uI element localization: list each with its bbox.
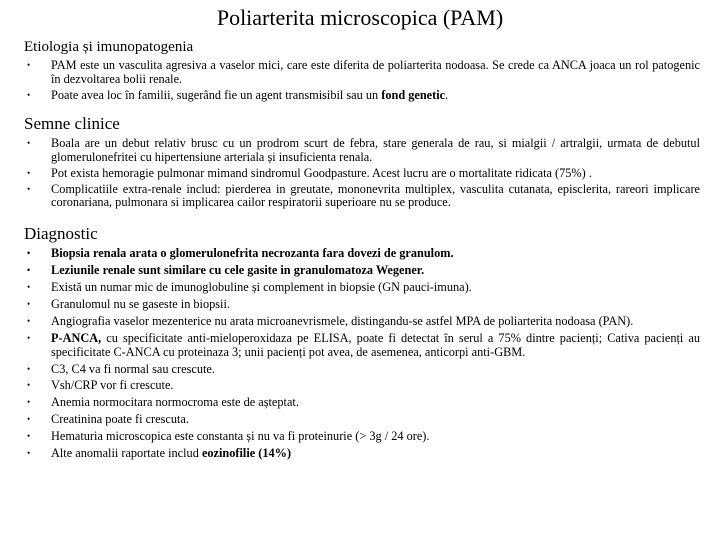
bullet-icon: • [27, 397, 31, 408]
list-item-text: Hematuria microscopica este constanta și nu va fi proteinurie (> 3g / 24 ore). [51, 429, 430, 444]
bullet-icon: • [27, 380, 31, 391]
bullet-list-semne-clinice [24, 137, 700, 210]
bullet-list-etiologia [24, 59, 700, 102]
bullet-icon: • [27, 298, 31, 309]
section-heading-diagnostic: Diagnostic [24, 224, 98, 243]
section-diagnostic [24, 224, 700, 464]
bullet-icon: • [27, 431, 31, 442]
section-semne-clinice [24, 114, 700, 212]
bullet-icon: • [27, 264, 31, 275]
list-item [24, 413, 700, 427]
list-item [24, 332, 700, 359]
list-item [24, 379, 700, 393]
list-item [24, 447, 700, 461]
list-item [24, 89, 700, 103]
list-item [24, 59, 700, 86]
list-item-text: Alte anomalii raportate includ [51, 446, 202, 461]
list-item [24, 363, 700, 377]
list-item-emphasis: eozinofilie (14%) [201, 446, 292, 461]
list-item-text: Biopsia renala arata o glomerulonefrita necrozanta fara dovezi de granulom. [51, 246, 454, 260]
bullet-icon: • [27, 363, 31, 374]
bullet-icon: • [27, 448, 31, 459]
list-item-text: Există un numar mic de imunoglobuline și complement in biopsie (GN pauci-imuna). [51, 279, 472, 294]
list-item [24, 137, 700, 164]
list-item [24, 264, 700, 278]
bullet-icon: • [27, 138, 31, 148]
list-item-text: Creatinina poate fi crescuta. [51, 412, 189, 427]
bullet-icon: • [27, 248, 31, 258]
list-item-emphasis: fond genetic [381, 87, 446, 102]
list-item [24, 167, 700, 181]
bullet-icon: • [27, 89, 31, 100]
list-item-text-tail: . [445, 87, 449, 102]
section-heading-etiologia: Etiologia și imunopatogenia [24, 39, 194, 55]
section-heading-semne-clinice: Semne clinice [24, 114, 120, 133]
list-item [24, 396, 700, 410]
bullet-icon: • [27, 414, 31, 425]
bullet-icon: • [27, 60, 31, 70]
section-etiologia [24, 38, 700, 105]
list-item-emphasis: P-ANCA, [51, 330, 102, 345]
bullet-icon: • [27, 281, 31, 292]
list-item-text: Poate avea loc în familii, sugerând fie un agent transmisibil sau un [51, 87, 382, 102]
bullet-icon: • [27, 332, 31, 343]
list-item [24, 298, 700, 312]
list-item [24, 281, 700, 295]
list-item-text: Granulomul nu se gaseste in biopsii. [51, 296, 230, 311]
list-item-text: Pot exista hemoragie pulmonar mimand sindromul Goodpasture. Acest lucru are o mortalitate ridicata (75%) . [51, 165, 592, 180]
list-item-text: Complicatiile extra-renale includ: pierderea in greutate, mononevrita multiplex, vasculita cutanata, episclerita, rareori implicare coronariana, pulmonara si implicarea cailor respiratorii superioare nu se produce. [51, 181, 700, 210]
list-item [24, 315, 700, 329]
list-item-text: Anemia normocitara normocroma este de așteptat. [51, 395, 299, 410]
list-item-text: Vsh/CRP vor fi crescute. [51, 378, 174, 393]
list-item [24, 183, 700, 210]
list-item-text: Boala are un debut relativ brusc cu un prodrom scurt de febra, stare generala de rau, si mialgii / artralgii, urmata de debutul glomerulonefritei cu hipertensiune arteriala și insuficienta renala. [51, 136, 700, 164]
list-item [24, 247, 700, 261]
bullet-list-diagnostic [24, 247, 700, 461]
list-item-text: cu specificitate anti-mieloperoxidaza pe ELISA, poate fi detectat în serul a 75% dintre pacienți; Cativa pacienți au specificitate C-ANCA cu proteinaza 3; unii pacienți pot avea, de asemenea, anticorpi anti-GBM. [51, 330, 700, 359]
list-item-text: Leziunile renale sunt similare cu cele gasite in granulomatoza Wegener. [51, 262, 425, 277]
list-item-text: C3, C4 va fi normal sau crescute. [51, 361, 215, 376]
list-item [24, 430, 700, 444]
list-item-text: Angiografia vaselor mezenterice nu arata microanevrismele, distingandu-se astfel MPA de poliarterita nodoasa (PAN). [51, 313, 634, 328]
bullet-icon: • [27, 315, 31, 326]
bullet-icon: • [27, 167, 31, 178]
list-item-text: PAM este un vasculita agresiva a vaselor mici, care este diferita de poliarterita nodoasa. Se crede ca ANCA joaca un rol patogenic în dezvoltarea bolii renale. [51, 58, 700, 86]
slide-title: Poliarterita microscopica (PAM) [216, 5, 504, 30]
bullet-icon: • [27, 183, 31, 194]
